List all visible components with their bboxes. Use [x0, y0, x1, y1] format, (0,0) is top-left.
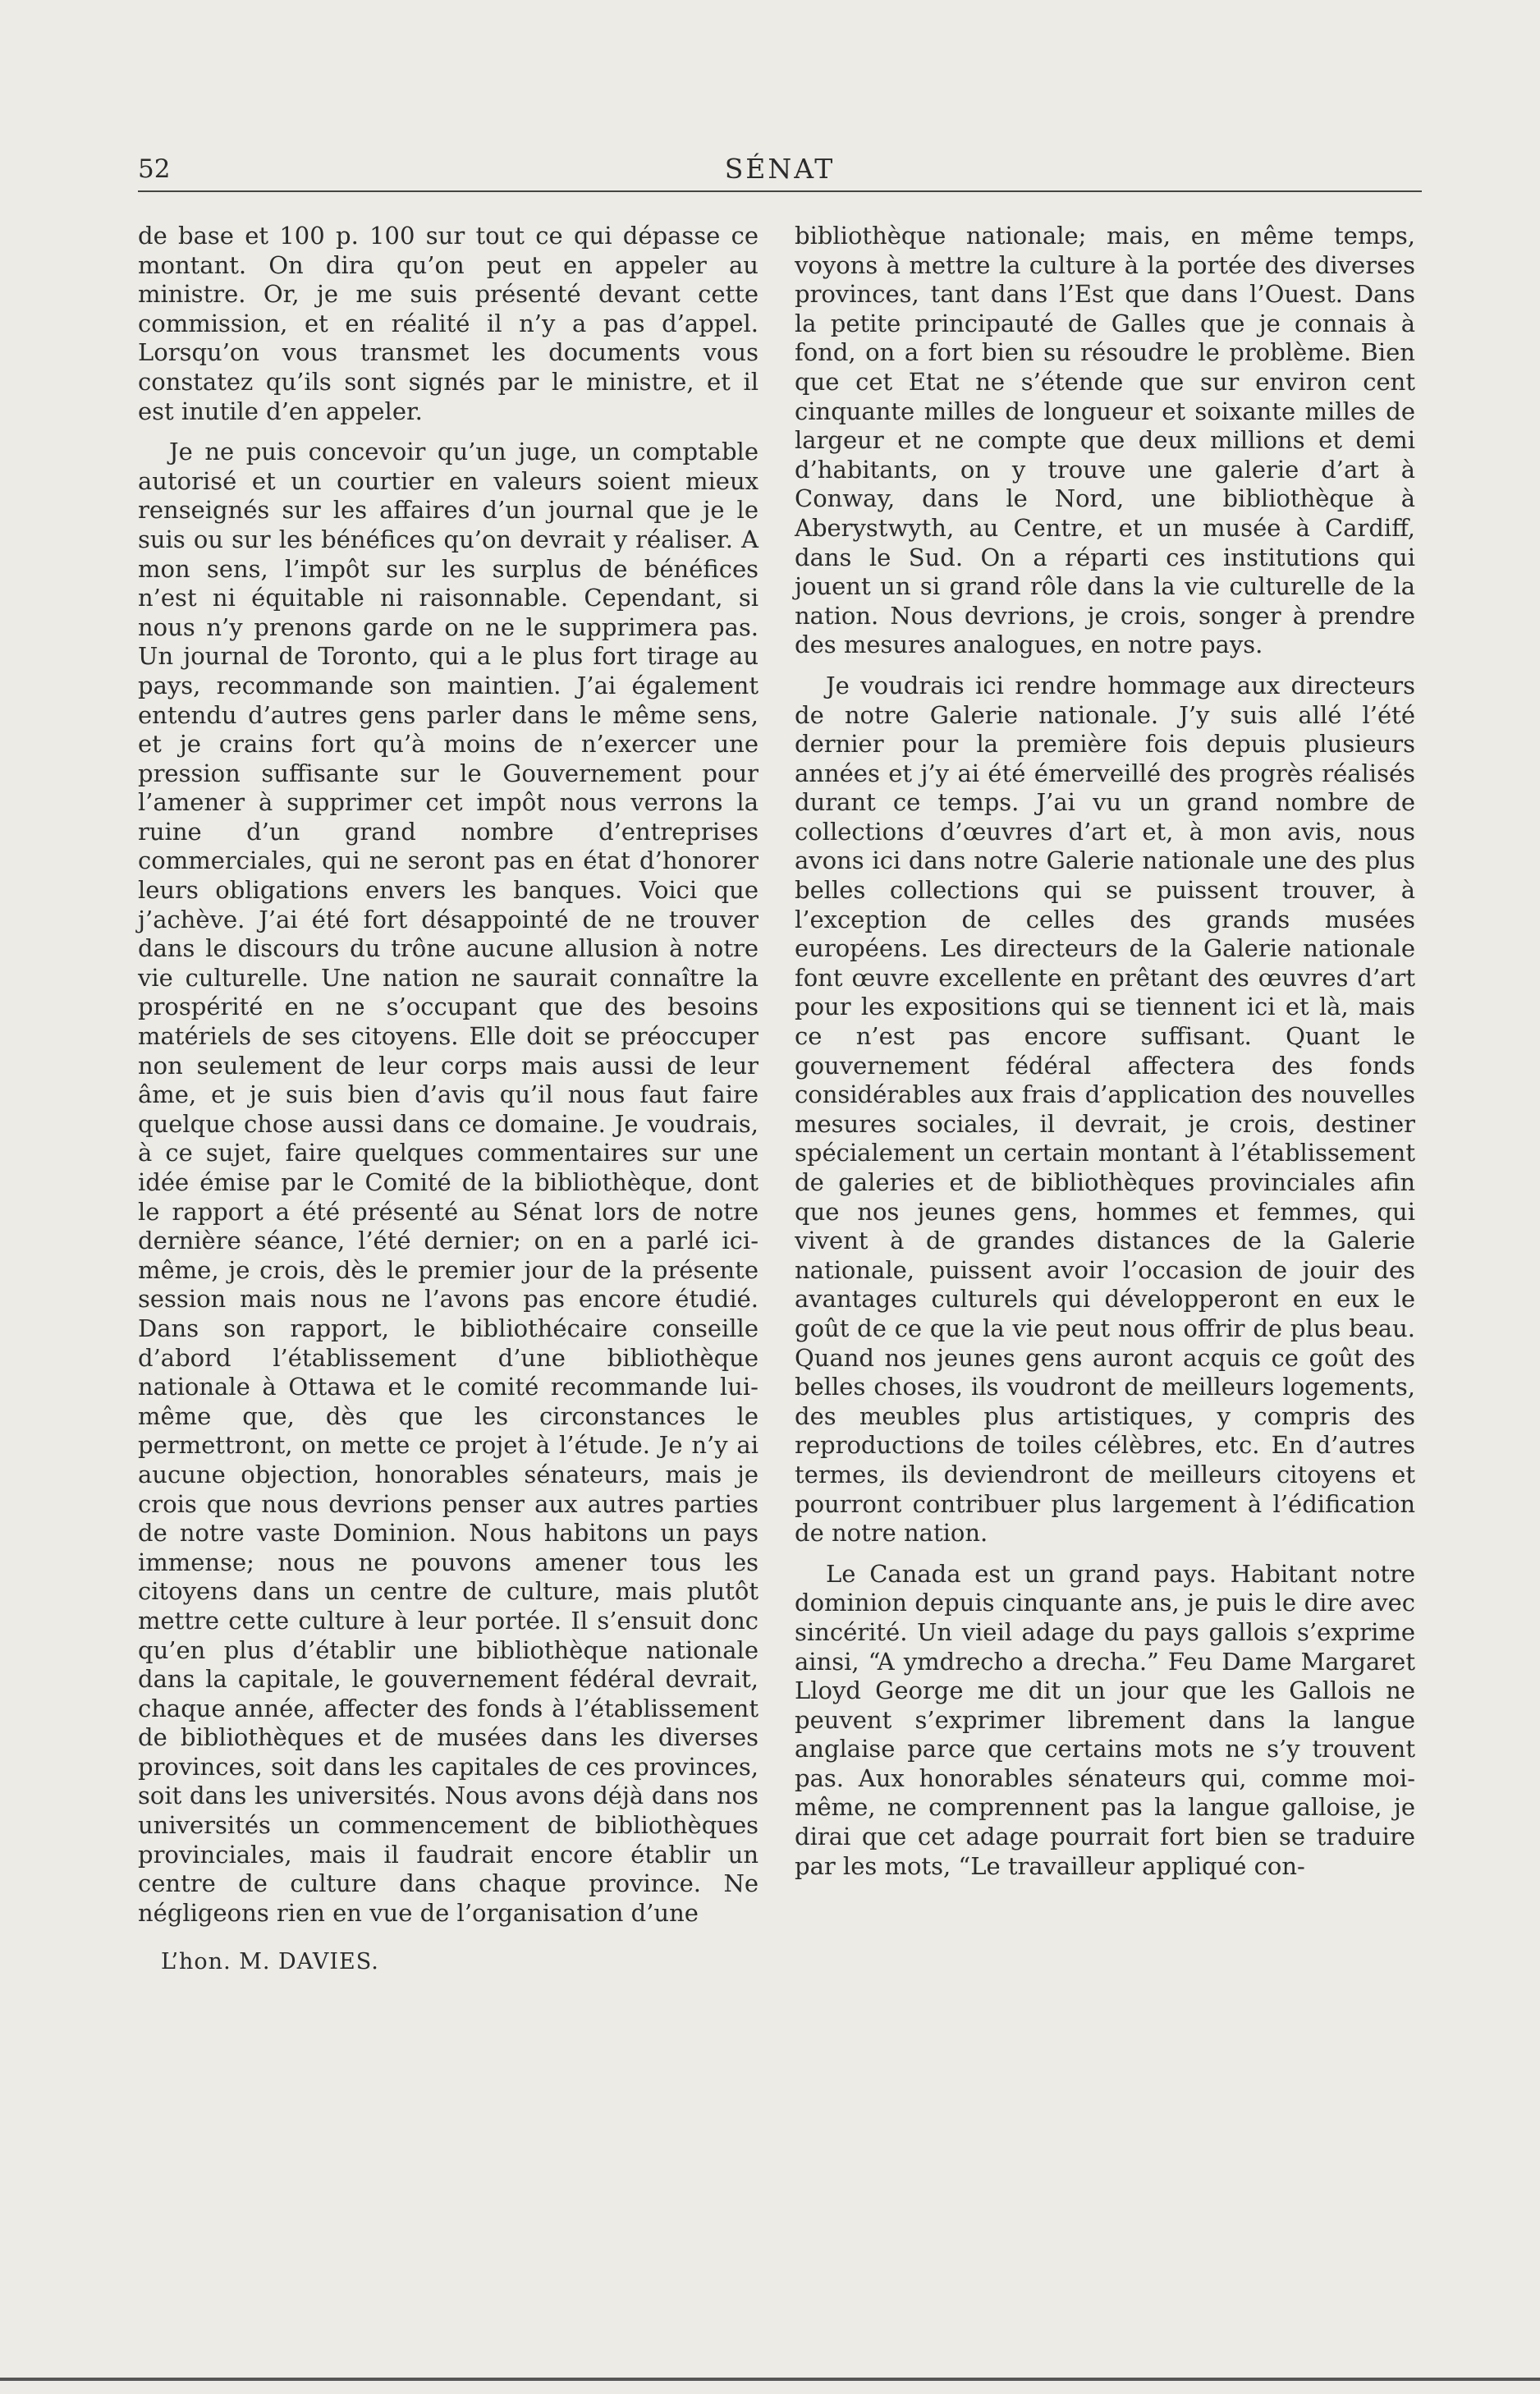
- right-column: [795, 222, 1415, 1892]
- paragraph: Je ne puis concevoir qu’un juge, un comptable autorisé et un courtier en valeurs soient mieux renseignés sur les affaires d’un journal que je le suis ou sur les bénéfices qu’on devrait y réaliser. A mon sens, l’impôt sur les surplus de bénéfices n’est ni équitable ni raisonnable. Cependant, si nous n’y prenons garde on ne le supprimera pas. Un journal de Toronto, qui a le plus fort tirage au pays, recommande son maintien. J’ai également entendu d’autres gens parler dans le même sens, et je crains fort qu’à moins de n’exercer une pression suffisante sur le Gouvernement pour l’amener à supprimer cet impôt nous verrons la ruine d’un grand nombre d’entreprises commerciales, qui ne seront pas en état d’honorer leurs obligations envers les banques. Voici que j’achève. J’ai été fort désappointé de ne trouver dans le discours du trône aucune allusion à notre vie culturelle. Une nation ne saurait connaître la prospérité en ne s’occupant que des besoins matériels de ses citoyens. Elle doit se préoccuper non seulement de leur corps mais aussi de leur âme, et je suis bien d’avis qu’il nous faut faire quelque chose aussi dans ce domaine. Je voudrais, à ce sujet, faire quelques commentaires sur une idée émise par le Comité de la bibliothèque, dont le rapport a été présenté au Sénat lors de notre dernière séance, l’été dernier; on en a parlé ici-même, je crois, dès le premier jour de la présente session mais nous ne l’avons pas encore étudié. Dans son rapport, le bibliothécaire conseille d’abord l’établissement d’une bibliothèque nationale à Ottawa et le comité recommande lui-même que, dès que les circonstances le permettront, on mette ce projet à l’étude. Je n’y ai aucune objection, honorables sénateurs, mais je crois que nous devrions penser aux autres parties de notre vaste Dominion. Nous habitons un pays immense; nous ne pouvons amener tous les citoyens dans un centre de culture, mais plutôt mettre cette culture à leur portée. Il s’ensuit donc qu’en plus d’établir une bibliothèque nationale dans la capitale, le gouvernement fédéral devrait, chaque année, affecter des fonds à l’établissement de bibliothèques et de musées dans les diverses provinces, soit dans les capitales de ces provinces, soit dans les universités. Nous avons déjà dans nos universités un commencement de bibliothèques provinciales, mais il faudrait encore établir un centre de culture dans chaque province. Ne négligeons rien en vue de l’organisation d’une: [138, 438, 759, 1927]
- speaker-attribution: L’hon. M. DAVIES.: [161, 1949, 379, 1975]
- header-rule: [138, 190, 1422, 192]
- left-column: [138, 222, 759, 1977]
- paragraph: Le Canada est un grand pays. Habitant notre dominion depuis cinquante ans, je puis le dire avec sincérité. Un vieil adage du pays gallois s’exprime ainsi, “A ymdrecho a drecha.” Feu Dame Margaret Lloyd George me dit un jour que les Gallois ne peuvent s’exprimer librement dans la langue anglaise parce que certains mots ne s’y trouvent pas. Aux honorables sénateurs qui, comme moi-même, ne comprennent pas la langue galloise, je dirai que cet adage pourrait fort bien se traduire par les mots, “Le travailleur appliqué con-: [795, 1559, 1415, 1880]
- page-number: 52: [138, 154, 171, 184]
- paragraph: Je voudrais ici rendre hommage aux directeurs de notre Galerie nationale. J’y suis allé l’été dernier pour la première fois depuis plusieurs années et j’y ai été émerveillé des progrès réalisés durant ce temps. J’ai vu un grand nombre de collections d’œuvres d’art et, à mon avis, nous avons ici dans notre Galerie nationale une des plus belles collections qui se puissent trouver, à l’exception de celles des grands musées européens. Les directeurs de la Galerie nationale font œuvre excellente en prêtant des œuvres d’art pour les expositions qui se tiennent ici et là, mais ce n’est pas encore suffisant. Quant le gouvernement fédéral affectera des fonds considérables aux frais d’application des nouvelles mesures sociales, il devrait, je crois, destiner spécialement un certain montant à l’établissement de galeries et de bibliothèques provinciales afin que nos jeunes gens, hommes et femmes, qui vivent à de grandes distances de la Galerie nationale, puissent avoir l’occasion de jouir des avantages culturels qui développeront en eux le goût de ce que la vie peut nous offrir de plus beau. Quand nos jeunes gens auront acquis ce goût des belles choses, ils voudront de meilleurs logements, des meubles plus artistiques, y compris des reproductions de toiles célèbres, etc. En d’autres termes, ils deviendront de meilleurs citoyens et pourront contribuer plus largement à l’édification de notre nation.: [795, 671, 1415, 1548]
- running-head: SÉNAT: [724, 153, 836, 185]
- paragraph: de base et 100 p. 100 sur tout ce qui dépasse ce montant. On dira qu’on peut en appeler au ministre. Or, je me suis présenté devant cette commission, et en réalité il n’y a pas d’appel. Lorsqu’on vous transmet les documents vous constatez qu’ils sont signés par le ministre, et il est inutile d’en appeler.: [138, 222, 759, 425]
- paragraph: bibliothèque nationale; mais, en même temps, voyons à mettre la culture à la portée des diverses provinces, tant dans l’Est que dans l’Ouest. Dans la petite principauté de Galles que je connais à fond, on a fort bien su résoudre le problème. Bien que cet Etat ne s’étende que sur environ cent cinquante milles de longueur et soixante milles de largeur et ne compte que deux millions et demi d’habitants, on y trouve une galerie d’art à Conway, dans le Nord, une bibliothèque à Aberystwyth, au Centre, et un musée à Cardiff, dans le Sud. On a réparti ces institutions qui jouent un si grand rôle dans la vie culturelle de la nation. Nous devrions, je crois, songer à prendre des mesures analogues, en notre pays.: [795, 222, 1415, 659]
- scan-bottom-edge: [0, 2378, 1540, 2381]
- page-header: [138, 146, 1422, 187]
